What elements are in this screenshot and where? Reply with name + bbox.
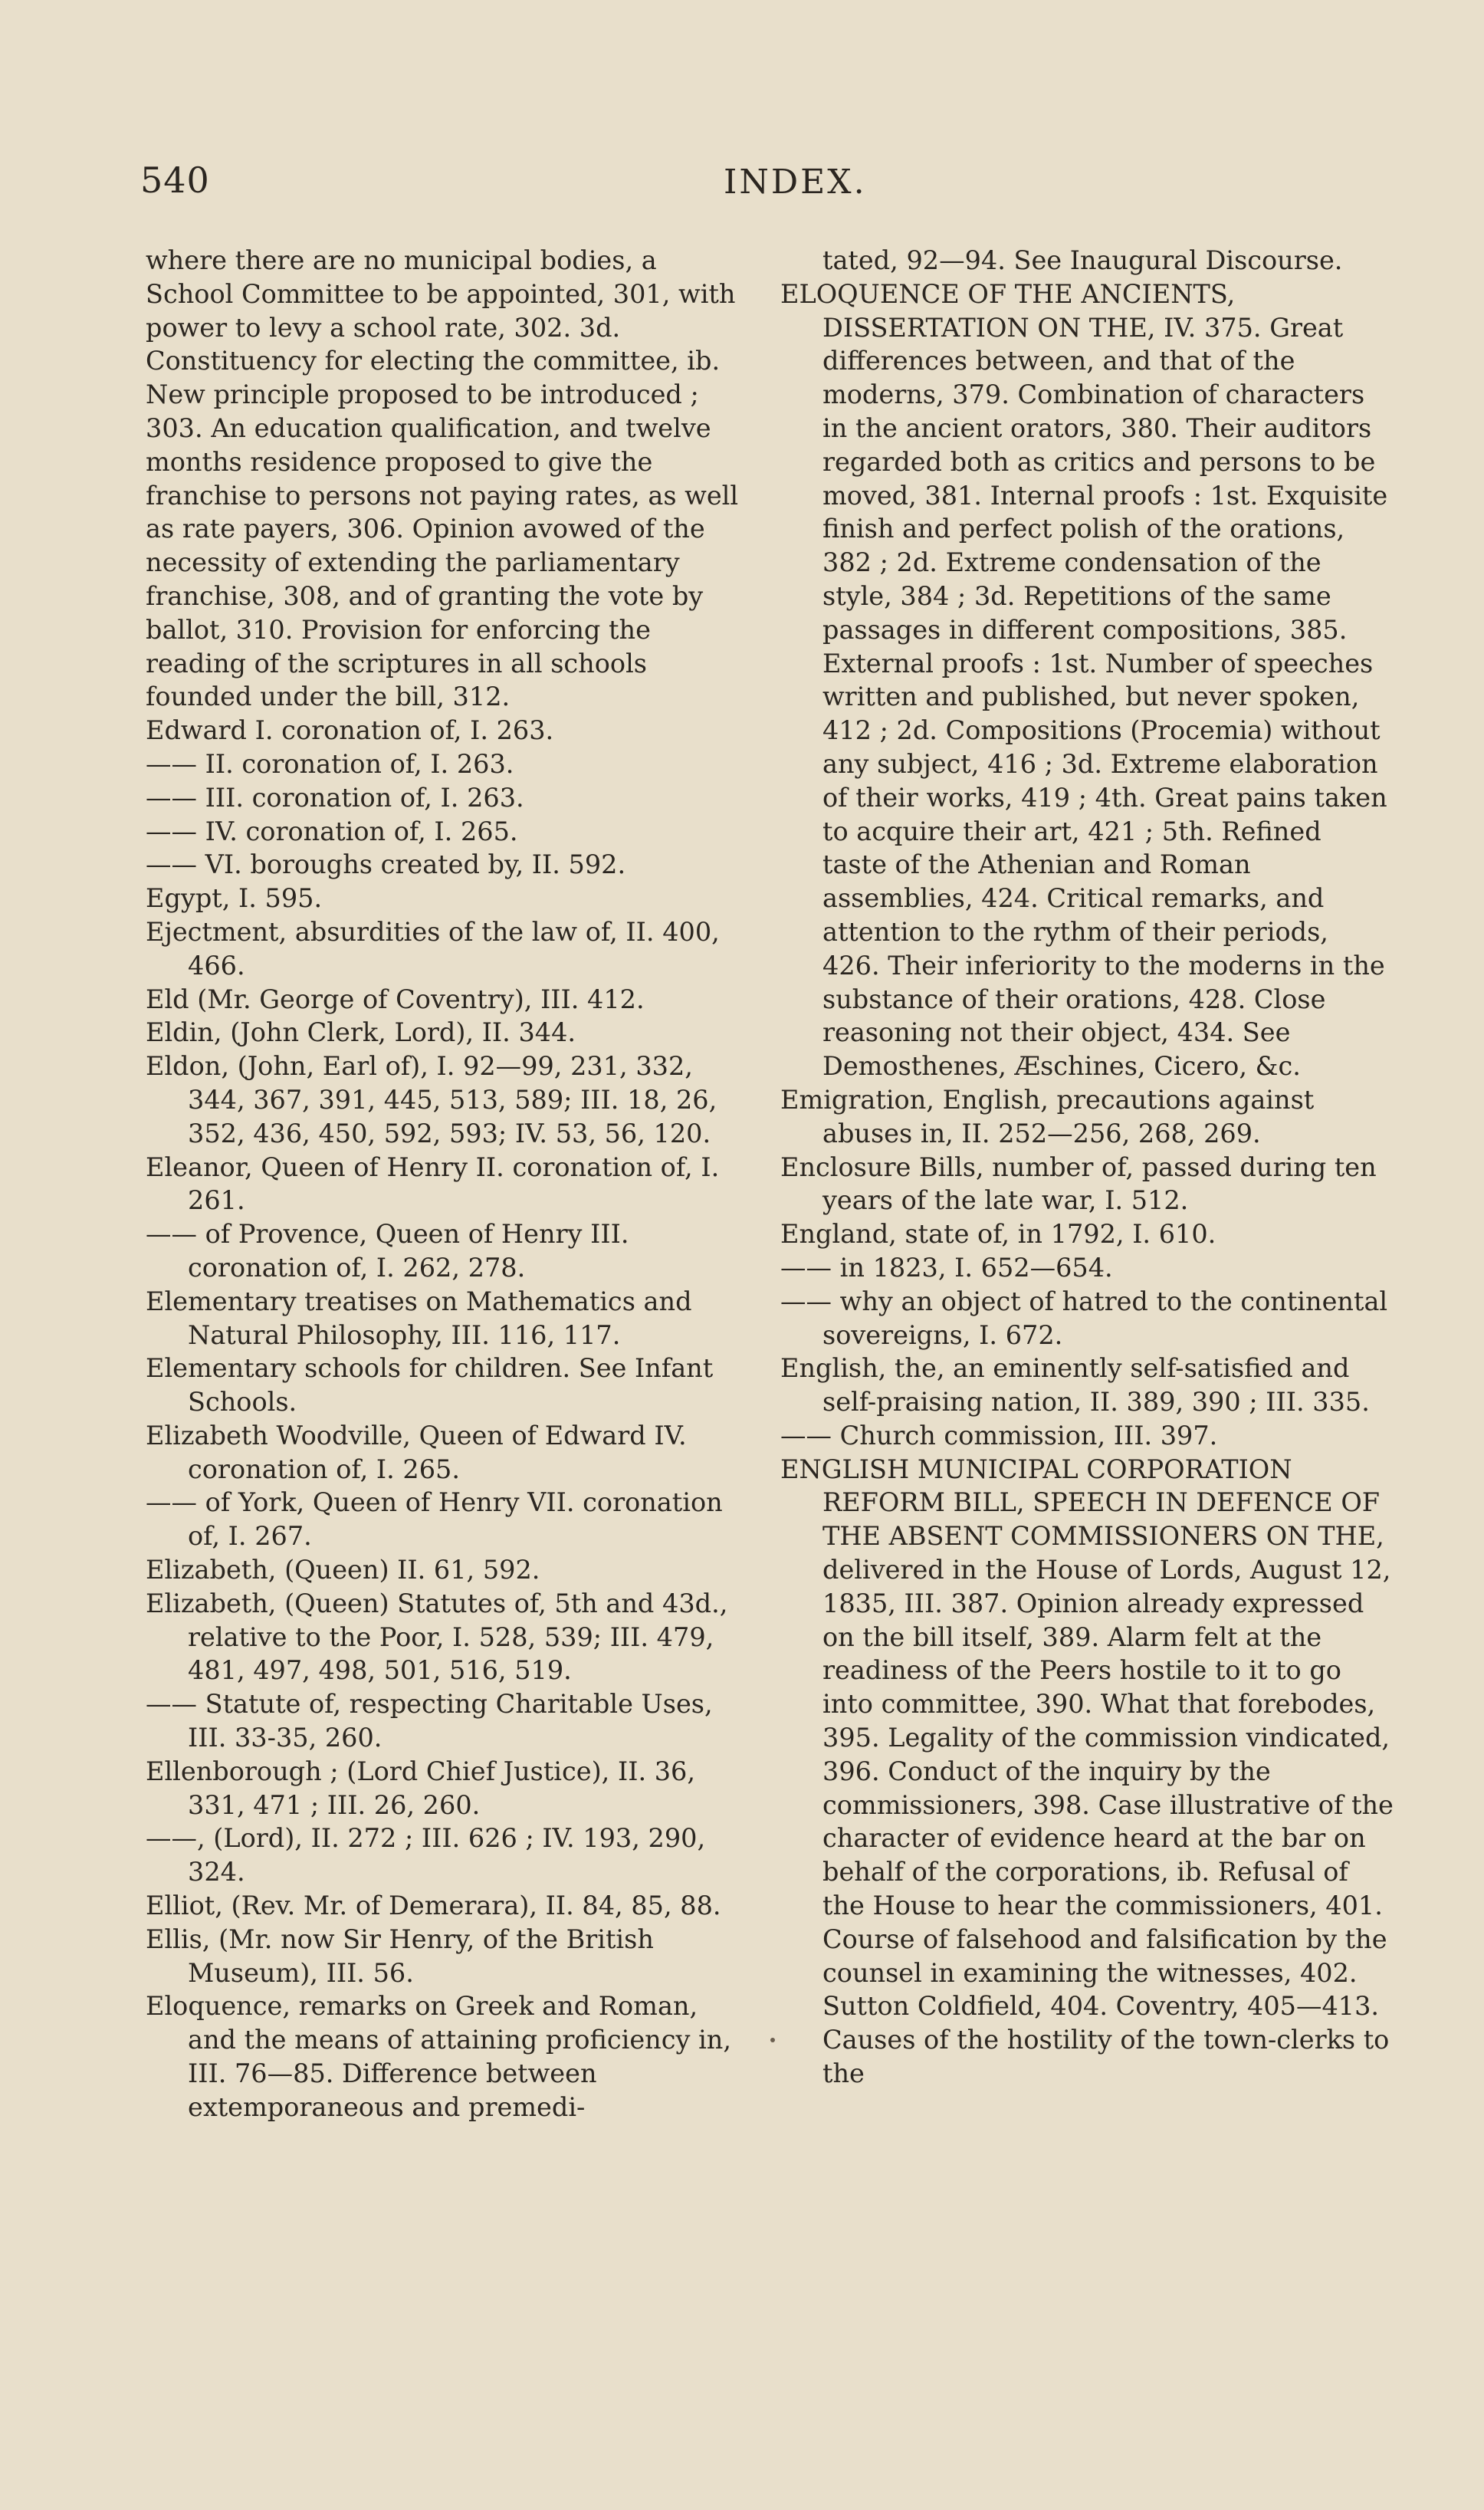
index-entry: —— Church commission, III. 397.	[780, 1420, 1218, 1450]
index-entry: Enclosure Bills, number of, passed during ten years of the late war, I. 512.	[780, 1152, 1377, 1216]
page-number: 540	[140, 159, 210, 201]
index-entry: Eldin, (John Clerk, Lord), II. 344.	[146, 1017, 576, 1048]
page-header	[0, 153, 1484, 215]
index-entry: —— why an object of hatred to the continental sovereigns, I. 672.	[780, 1286, 1388, 1350]
index-entry: where there are no municipal bodies, a School Committee to be appointed, 301, with power to levy a school rate, 302. 3d. Constituency for electing the committee, ib. New principle proposed to be introduced ; 303. An education qualification, and twelve months residence proposed to give the franchise to persons not paying rates, as well as rate payers, 306. Opinion avowed of the necessity of extending the parliamentary franchise, 308, and of granting the vote by ballot, 310. Provision for enforcing the reading of the scriptures in all schools founded under the bill, 312.	[146, 245, 739, 712]
index-entry: —— in 1823, I. 652—654.	[780, 1252, 1113, 1283]
paper-blemish	[770, 2038, 775, 2042]
index-entry: ENGLISH MUNICIPAL CORPORATION REFORM BILL, SPEECH IN DEFENCE OF THE ABSENT COMMISSIONERS ON THE, delivered in the House of Lords, August 12, 1835, III. 387. Opinion already expressed on the bill itself, 389. Alarm felt at the readiness of the Peers hostile to it to go into committee, 390. What that forebodes, 395. Legality of the commission vindicated, 396. Conduct of the inquiry by the commissioners, 398. Case illustrative of the character of evidence heard at the bar on behalf of the corporations, ib. Refusal of the House to hear the commissioners, 401. Course of falsehood and falsification by the counsel in examining the witnesses, 402. Sutton Coldfield, 404. Coventry, 405—413. Causes of the hostility of the town-clerks to the	[780, 1454, 1394, 2089]
index-entry: Eleanor, Queen of Henry II. coronation of, I. 261.	[146, 1152, 720, 1216]
left-column	[146, 244, 751, 2124]
index-entry: England, state of, in 1792, I. 610.	[780, 1219, 1216, 1250]
index-entry: Elizabeth, (Queen) II. 61, 592.	[146, 1555, 540, 1585]
index-entry: Egypt, I. 595.	[146, 883, 323, 914]
index-entry: —— of Provence, Queen of Henry III. coronation of, I. 262, 278.	[146, 1219, 629, 1283]
index-entry: —— of York, Queen of Henry VII. coronation of, I. 267.	[146, 1487, 723, 1552]
index-entry: Emigration, English, precautions against abuses in, II. 252—256, 268, 269.	[780, 1084, 1315, 1148]
index-entry: —— III. coronation of, I. 263.	[146, 782, 524, 813]
index-entry: Elizabeth Woodville, Queen of Edward IV. coronation of, I. 265.	[146, 1420, 687, 1484]
index-entry: Elementary schools for children. See Infant Schools.	[146, 1353, 714, 1418]
index-entry: Elementary treatises on Mathematics and Natural Philosophy, III. 116, 117.	[146, 1286, 692, 1350]
index-entry: —— IV. coronation of, I. 265.	[146, 816, 518, 846]
index-entry: Elliot, (Rev. Mr. of Demerara), II. 84, 85, 88.	[146, 1891, 721, 1921]
index-entry: Elizabeth, (Queen) Statutes of, 5th and 43d., relative to the Poor, I. 528, 539; III. 479, 481, 497, 498, 501, 516, 519.	[146, 1588, 728, 1686]
index-entry: Eloquence, remarks on Greek and Roman, and the means of attaining proficiency in, III. 76—85. Difference between extemporaneous and premedi-	[146, 1991, 732, 2122]
running-head: INDEX.	[724, 163, 867, 202]
index-entry: —— VI. boroughs created by, II. 592.	[146, 849, 626, 880]
index-entry: Ellenborough ; (Lord Chief Justice), II. 36, 331, 471 ; III. 26, 260.	[146, 1756, 696, 1820]
index-entry: ELOQUENCE OF THE ANCIENTS, DISSERTATION ON THE, IV. 375. Great differences between, and that of the moderns, 379. Combination of characters in the ancient orators, 380. Their auditors regarded both as critics and persons to be moved, 381. Internal proofs : 1st. Exquisite finish and perfect polish of the orations, 382 ; 2d. Extreme condensation of the style, 384 ; 3d. Repetitions of the same passages in different compositions, 385. External proofs : 1st. Number of speeches written and published, but never spoken, 412 ; 2d. Compositions (Procemia) without any subject, 416 ; 3d. Extreme elaboration of their works, 419 ; 4th. Great pains taken to acquire their art, 421 ; 5th. Refined taste of the Athenian and Roman assemblies, 424. Critical remarks, and attention to the rythm of their periods, 426. Their inferiority to the moderns in the substance of their orations, 428. Close reasoning not their object, 434. See Demosthenes, Æschines, Cicero, &c.	[780, 278, 1388, 1082]
right-column	[780, 244, 1394, 2091]
index-entry: —— II. coronation of, I. 263.	[146, 748, 514, 779]
index-entry: Ejectment, absurdities of the law of, II. 400, 466.	[146, 916, 720, 981]
index-entry: Edward I. coronation of, I. 263.	[146, 715, 554, 746]
index-entry: English, the, an eminently self-satisfied and self-praising nation, II. 389, 390 ; III. 335.	[780, 1353, 1370, 1418]
index-entry: Eld (Mr. George of Coventry), III. 412.	[146, 984, 645, 1014]
index-entry: tated, 92—94. See Inaugural Discourse.	[822, 245, 1343, 275]
index-entry: —— Statute of, respecting Charitable Uses, III. 33-35, 260.	[146, 1689, 713, 1753]
index-entry: ——, (Lord), II. 272 ; III. 626 ; IV. 193, 290, 324.	[146, 1823, 706, 1887]
index-entry: Eldon, (John, Earl of), I. 92—99, 231, 332, 344, 367, 391, 445, 513, 589; III. 18, 26, 352, 436, 450, 592, 593; IV. 53, 56, 120.	[146, 1051, 717, 1148]
index-entry: Ellis, (Mr. now Sir Henry, of the British Museum), III. 56.	[146, 1924, 654, 1988]
